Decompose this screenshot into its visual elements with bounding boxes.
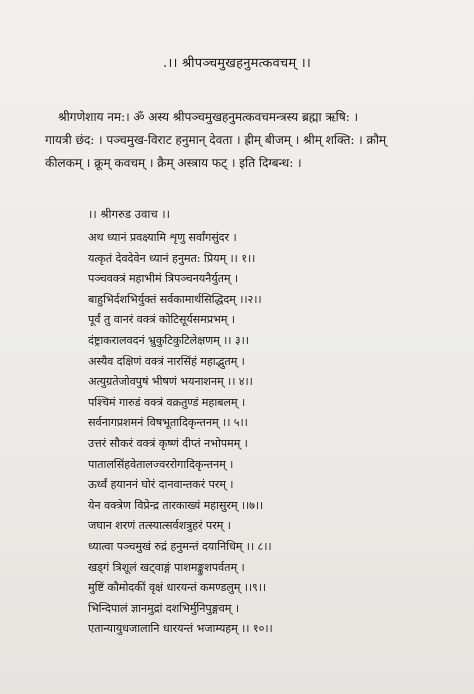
verse-line: अथ ध्यानं प्रवक्ष्यामि शृणु सर्वांगसुंदर ।	[88, 231, 237, 244]
verse-line: खड्गं त्रिशूलं खट्वाङ्गं पाशमङ्कुशपर्वतम् ।	[88, 560, 245, 574]
verse-line: अत्युग्रतेजोवपुषं भीषणं भयनाशनम् ।। ४।।	[88, 375, 253, 389]
intro-line-3: कीलकम् । क्रूम् कवचम् । क्रैम् अस्त्राय फट् । इति दिग्बन्ध: ।	[45, 156, 302, 170]
verse-line: अस्यैव दक्षिणं वक्त्रं नारसिंहं महाद्भुतम् ।	[88, 354, 245, 368]
verse-line: बाहुभिर्दशभिर्युक्तं सर्वकामार्थसिद्धिदम् ।।२।।	[88, 292, 262, 306]
verse-line: पश्चिमं गारुडं वक्त्रं वक्रतुण्डं महाबलम् ।	[88, 395, 246, 409]
verse-line: येन वक्त्रेण विप्रेन्द्र तारकाख्यं महासुरम् ।।७।।	[88, 498, 264, 512]
verse-line: दंष्ट्राकरालवदनं भ्रुकुटिकुटिलेक्षणम् ।। ३।।	[88, 333, 249, 347]
verse-line: ध्यात्वा पञ्चमुखं रुद्रं हनुमन्तं दयानिधिम् ।। ८।।	[88, 539, 272, 553]
verse-line: उत्तरं सौकरं वक्त्रं कृष्णं दीप्तं नभोपमम् ।	[88, 436, 248, 450]
intro-line-1: श्रीगणेशाय नम:। ॐ अस्य श्रीपञ्चमुखहनुमत्कवचमन्त्रस्य ब्रह्मा ऋषि: ।	[58, 110, 359, 124]
verse-line: ऊर्ध्वं हयाननं घोरं दानवान्तकरं परम् ।	[88, 478, 234, 492]
verse-list	[88, 228, 458, 640]
speaker-heading: ।। श्रीगरुड उवाच ।।	[88, 207, 171, 221]
page-title: .।। श्रीपञ्चमुखहनुमत्कवचम् ।।	[163, 56, 311, 71]
verse-line: यत्कृतं देवदेवेन ध्यानं हनुमत: प्रियम् ।। १।।	[88, 251, 256, 265]
verse-line: मुष्टिं कौमोदकीं वृक्षं धारयन्तं कमण्डलुम् ।।९।।	[88, 581, 267, 595]
verse-line: जघान शरणं तत्स्यात्सर्वशत्रुहरं परम् ।	[88, 519, 231, 533]
verse-line: पूर्वं तु वानरं वक्त्रं कोटिसूर्यसमप्रभम् ।	[88, 313, 235, 327]
intro-line-2: गायत्री छंद: । पञ्चमुख-विराट हनुमान् देवता । ह्रीम् बीजम् । श्रीम् शक्ति: । क्रौम्	[45, 133, 387, 147]
verse-line: एतान्यायुधजालानि धारयन्तं भजाम्यहम् ।। १०।।	[88, 622, 273, 636]
verse-line: सर्वनागप्रशमनं विषभूतादिकृन्तनम् ।। ५।।	[88, 416, 248, 430]
verse-line: भिन्दिपालं ज्ञानमुद्रां दशभिर्मुनिपुङ्गवम् ।	[88, 601, 239, 615]
verse-line: पातालसिंहवेतालज्वररोगादिकृन्तनम् ।	[88, 457, 234, 471]
verse-line: पञ्चवक्त्रं महाभीमं त्रिपञ्चनयनैर्युतम् ।	[88, 272, 239, 286]
